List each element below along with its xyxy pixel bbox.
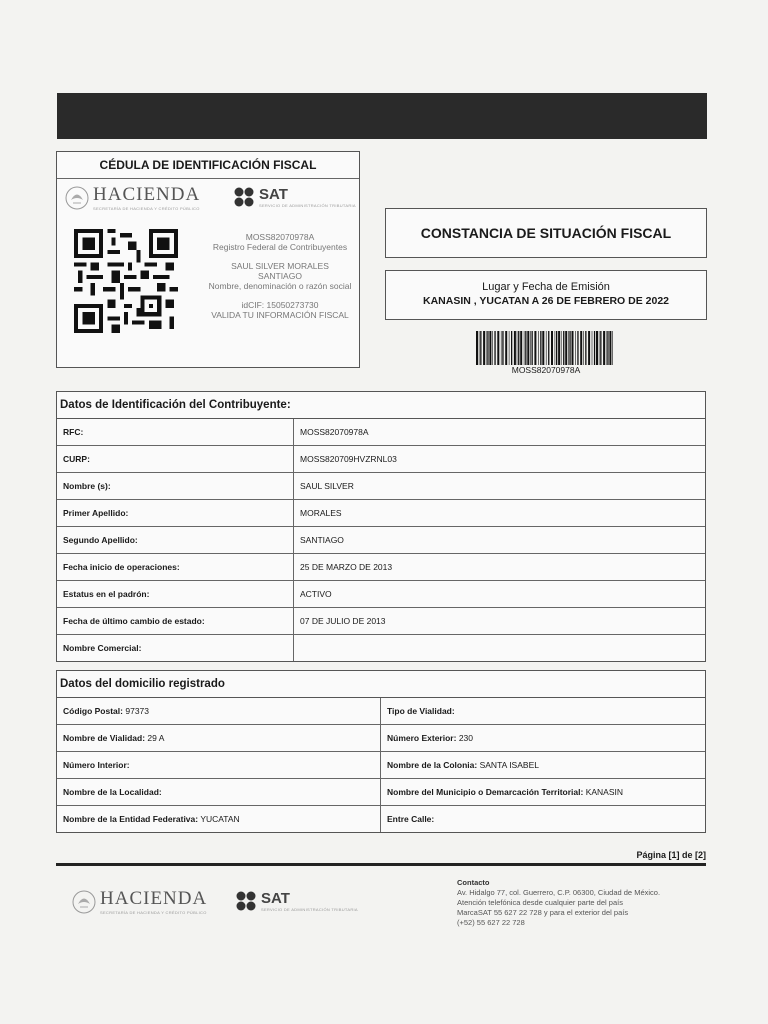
page-indicator: Página [1] de [2]: [636, 850, 706, 860]
field-label: Entre Calle:: [387, 814, 435, 824]
field-value: ACTIVO: [300, 589, 332, 599]
field-label: RFC:: [57, 419, 294, 445]
footer-sat-subtitle: SERVICIO DE ADMINISTRACIÓN TRIBUTARIA: [261, 907, 358, 912]
field-value: [294, 635, 705, 661]
domicilio-row: [57, 779, 705, 806]
domicilio-cell: [381, 725, 705, 751]
field-label: Nombre de la Entidad Federativa:: [63, 814, 199, 824]
contact-line: (+52) 55 627 22 728: [457, 918, 525, 927]
field-label: Segundo Apellido:: [57, 527, 294, 553]
field-value: KANASIN: [585, 787, 624, 797]
field-label: Nombre de la Colonia:: [387, 760, 478, 770]
contact-block: [457, 878, 707, 928]
contribuyente-row: [57, 500, 705, 527]
sat-emblem-icon: [235, 890, 257, 912]
emision-box: [385, 270, 707, 320]
contribuyente-row: [57, 581, 705, 608]
contribuyente-row: [57, 446, 705, 473]
field-label: Nombre de la Localidad:: [63, 787, 162, 797]
valida-text: VALIDA TU INFORMACIÓN FISCAL: [211, 310, 349, 320]
hacienda-logo: [65, 184, 200, 211]
field-value: MORALES: [300, 508, 342, 518]
domicilio-title: Datos del domicilio registrado: [57, 671, 705, 698]
sat-emblem-icon: [233, 186, 255, 208]
footer-hacienda-subtitle: SECRETARÍA DE HACIENDA Y CRÉDITO PÚBLICO: [100, 910, 207, 915]
field-label: Nombre de Vialidad:: [63, 733, 146, 743]
sat-subtitle: SERVICIO DE ADMINISTRACIÓN TRIBUTARIA: [259, 203, 356, 208]
contact-line: Av. Hidalgo 77, col. Guerrero, C.P. 06300, Ciudad de México.: [457, 888, 661, 897]
domicilio-row: [57, 698, 705, 725]
field-value: 230: [458, 733, 473, 743]
domicilio-section: [56, 670, 706, 833]
field-label: Primer Apellido:: [57, 500, 294, 526]
domicilio-row: [57, 752, 705, 779]
barcode: [476, 331, 616, 365]
field-value: MOSS82070978A: [300, 427, 369, 437]
domicilio-cell: [57, 779, 381, 805]
field-value: MOSS820709HVZRNL03: [300, 454, 397, 464]
field-label: Número Interior:: [63, 760, 130, 770]
contribuyente-row: [57, 608, 705, 635]
domicilio-row: [57, 806, 705, 832]
contact-title: Contacto: [457, 878, 490, 887]
emision-value: KANASIN , YUCATAN A 26 DE FEBRERO DE 2022: [422, 295, 670, 307]
domicilio-cell: [57, 698, 381, 724]
hacienda-wordmark: HACIENDA: [93, 184, 201, 205]
contribuyente-row: [57, 554, 705, 581]
domicilio-cell: [381, 698, 705, 724]
footer-sat-logo: [235, 890, 358, 912]
field-label: Nombre del Municipio o Demarcación Territorial:: [387, 787, 584, 797]
idcif-value: idCIF: 15050273730: [241, 300, 319, 310]
contribuyente-row: [57, 473, 705, 500]
rfc-caption: Registro Federal de Contribuyentes: [212, 242, 348, 252]
hacienda-subtitle: SECRETARÍA DE HACIENDA Y CRÉDITO PÚBLICO: [93, 206, 200, 211]
constancia-box: [385, 208, 707, 258]
barcode-text: MOSS82070978A: [511, 365, 581, 375]
field-label: Tipo de Vialidad:: [387, 706, 455, 716]
footer-hacienda-wordmark: HACIENDA: [100, 888, 208, 909]
field-label: Estatus en el padrón:: [57, 581, 294, 607]
field-value: YUCATAN: [200, 814, 240, 824]
name-line-2: SANTIAGO: [258, 271, 302, 281]
field-label: Nombre (s):: [57, 473, 294, 499]
contribuyente-row: [57, 635, 705, 661]
domicilio-cell: [381, 806, 705, 832]
contribuyente-row: [57, 527, 705, 554]
emision-label: Lugar y Fecha de Emisión: [482, 281, 610, 293]
rfc-value: MOSS820709​78A: [245, 232, 315, 242]
name-caption: Nombre, denominación o razón social: [208, 281, 352, 291]
sat-wordmark: SAT: [259, 186, 288, 203]
contribuyente-title: Datos de Identificación del Contribuyente:: [57, 392, 705, 419]
sat-logo: [233, 186, 356, 208]
constancia-title: CONSTANCIA DE SITUACIÓN FISCAL: [420, 225, 672, 241]
domicilio-cell: [381, 752, 705, 778]
field-label: Fecha de último cambio de estado:: [57, 608, 294, 634]
name-line-1: SAUL SILVER MORALES: [231, 261, 329, 271]
footer-sat-wordmark: SAT: [261, 890, 290, 907]
field-value: 25 DE MARZO DE 2013: [300, 562, 393, 572]
contact-line: MarcaSAT 55 627 22 728 y para el exterior del país: [457, 908, 629, 917]
contribuyente-row: [57, 419, 705, 446]
domicilio-row: [57, 725, 705, 752]
field-label: Número Exterior:: [387, 733, 457, 743]
domicilio-cell: [381, 779, 705, 805]
field-value: 29 A: [147, 733, 165, 743]
qr-code[interactable]: [74, 229, 178, 333]
domicilio-cell: [57, 725, 381, 751]
domicilio-cell: [57, 806, 381, 832]
domicilio-cell: [57, 752, 381, 778]
contribuyente-section: [56, 391, 706, 662]
contact-line: Atención telefónica desde cualquier parte del país: [457, 898, 623, 907]
eagle-emblem-icon: [72, 889, 96, 915]
field-value: 07 DE JULIO DE 2013: [300, 616, 386, 626]
field-label: Nombre Comercial:: [57, 635, 294, 661]
cedula-title: CÉDULA DE IDENTIFICACIÓN FISCAL: [57, 152, 359, 179]
field-label: CURP:: [57, 446, 294, 472]
eagle-emblem-icon: [65, 185, 89, 211]
field-value: SANTIAGO: [300, 535, 344, 545]
field-label: Fecha inicio de operaciones:: [57, 554, 294, 580]
footer-hacienda-logo: [72, 888, 207, 915]
field-value: SANTA ISABEL: [479, 760, 539, 770]
footer-divider: [56, 863, 706, 866]
field-label: Código Postal:: [63, 706, 123, 716]
field-value: 97373: [125, 706, 149, 716]
header-bar: [57, 93, 707, 139]
field-value: SAUL SILVER: [300, 481, 354, 491]
